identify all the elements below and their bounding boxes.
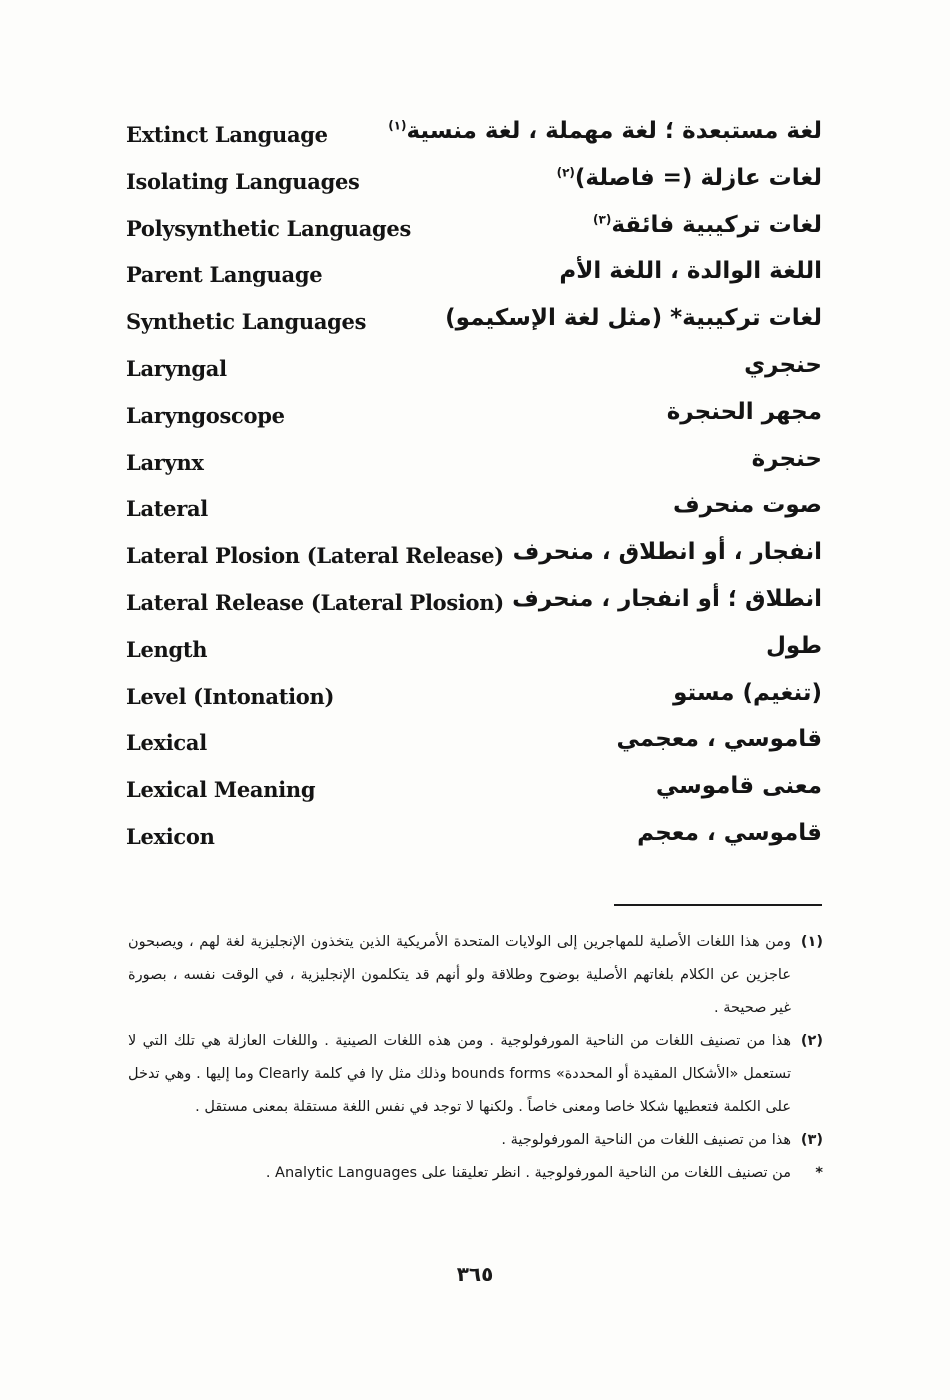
glossary-row bbox=[126, 118, 822, 165]
english-term: Extinct Language bbox=[126, 122, 328, 147]
arabic-term bbox=[744, 352, 822, 378]
english-term: Lateral Release (Lateral Plosion) bbox=[126, 589, 504, 615]
footnote bbox=[128, 1025, 823, 1124]
footnote-number: (٣) bbox=[800, 1132, 823, 1148]
english-term: Parent Language bbox=[126, 262, 323, 288]
english-term: Laryngoscope bbox=[126, 402, 285, 428]
footnote-text: من تصنيف اللغات من الناحية المورفولوجية . انظر تعليقنا على Analytic Languages . bbox=[265, 1165, 791, 1181]
footnote-reference: (٣) bbox=[593, 211, 612, 226]
english-term: Level (Intonation) bbox=[126, 683, 335, 709]
glossary-row bbox=[126, 352, 822, 399]
english-term: Lateral bbox=[126, 496, 208, 522]
arabic-term-text: طول bbox=[765, 632, 822, 659]
arabic-term-text: صوت منحرف bbox=[673, 492, 822, 519]
english-term: Lexical Meaning bbox=[126, 777, 316, 803]
glossary-row bbox=[126, 726, 822, 773]
arabic-term-text: لغات تركيبية* (مثل لغة الإسكيمو) bbox=[445, 305, 822, 332]
english-term: Lateral Plosion (Lateral Release) bbox=[126, 543, 504, 569]
page-number: ٣٦٥ bbox=[456, 1262, 494, 1286]
glossary-row bbox=[126, 820, 822, 867]
glossary-row bbox=[126, 258, 822, 305]
footnote bbox=[128, 1124, 823, 1157]
arabic-term bbox=[513, 539, 822, 565]
footnotes bbox=[128, 926, 823, 1190]
glossary-row bbox=[126, 539, 822, 586]
footnote bbox=[128, 1157, 823, 1190]
english-term: Lexical bbox=[126, 730, 207, 756]
arabic-term bbox=[637, 820, 822, 846]
footnote-reference: (١) bbox=[388, 118, 407, 133]
arabic-term bbox=[752, 446, 822, 472]
glossary-row bbox=[126, 165, 822, 212]
glossary-list bbox=[126, 118, 822, 867]
english-term: Isolating Languages bbox=[126, 168, 360, 194]
footnote-text: هذا من تصنيف اللغات من الناحية المورفولوجية . ومن هذه اللغات الصينية . واللغات العازلة هي تلك التي لا تستعمل «الأشكال المقيدة أو المحددة» bounds forms وذلك مثل ly في كلمة Clearly وما إليها . وهي تدخل على الكلمة فتعطيها شكلا خاصا ومعنى خاصاً . ولكنها لا توجد في نفس اللغة مستقلة بمعنى مستقل . bbox=[128, 1033, 791, 1115]
english-term: Polysynthetic Languages bbox=[126, 215, 411, 241]
arabic-term bbox=[667, 399, 822, 425]
english-term: Larynx bbox=[126, 449, 204, 475]
arabic-term bbox=[593, 212, 822, 238]
english-term: Synthetic Languages bbox=[126, 309, 367, 335]
arabic-term-text: اللغة الوالدة ، اللغة الأم bbox=[559, 258, 822, 285]
arabic-term bbox=[512, 586, 822, 612]
arabic-term bbox=[557, 165, 822, 191]
english-term: Lexicon bbox=[126, 823, 215, 849]
arabic-term bbox=[617, 726, 822, 752]
arabic-term-text: لغات عازلة (= فاصلة) bbox=[574, 164, 822, 191]
glossary-row bbox=[126, 492, 822, 539]
glossary-row bbox=[126, 633, 822, 680]
arabic-term-text: لغة مستبعدة ؛ لغة مهملة ، لغة منسية bbox=[406, 118, 822, 144]
arabic-term-text: حنجري bbox=[744, 351, 822, 378]
footnote-number: (١) bbox=[800, 934, 823, 950]
glossary-row bbox=[126, 212, 822, 259]
arabic-term bbox=[656, 773, 822, 799]
glossary-row bbox=[126, 305, 822, 352]
english-term: Laryngal bbox=[126, 355, 227, 381]
arabic-term-text: انطلاق ؛ أو انفجار ، منحرف bbox=[512, 585, 822, 612]
footnote-separator bbox=[614, 904, 822, 906]
arabic-term-text: مجهر الحنجرة bbox=[666, 398, 822, 425]
arabic-term-text: قاموسي ، معجمي bbox=[616, 726, 822, 753]
arabic-term bbox=[559, 258, 822, 284]
arabic-term-text: حنجرة bbox=[751, 445, 822, 472]
arabic-term-text: انفجار ، أو انطلاق ، منحرف bbox=[512, 539, 822, 566]
glossary-row bbox=[126, 446, 822, 493]
footnote-text: ومن هذا اللغات الأصلية للمهاجرين إلى الولايات المتحدة الأمريكية الذين يتخذون الإنجليزية لغة لهم ، ويصبحون عاجزين عن الكلام بلغاتهم الأصلية بوضوح وطلاقة ولو أنهم قد يتكلمون الإنجليزية ، في الوقت نفسه ، بصورة غير صحيحة . bbox=[128, 934, 791, 1016]
glossary-row bbox=[126, 399, 822, 446]
arabic-term-text: قاموسي ، معجم bbox=[637, 819, 822, 846]
footnote bbox=[128, 926, 823, 1025]
footnote-reference: (٢) bbox=[556, 165, 575, 180]
arabic-term-text: (تنغيم) مستو bbox=[673, 679, 822, 706]
glossary-row bbox=[126, 586, 822, 633]
arabic-term-text: معنى قاموسي bbox=[655, 773, 822, 800]
english-term: Length bbox=[126, 636, 208, 662]
arabic-term-text: لغات تركيبية فائقة bbox=[611, 211, 822, 238]
arabic-term bbox=[388, 118, 822, 144]
glossary-row bbox=[126, 773, 822, 820]
arabic-term bbox=[673, 492, 822, 518]
arabic-term bbox=[673, 680, 822, 706]
glossary-row bbox=[126, 680, 822, 727]
footnote-number: * bbox=[815, 1165, 823, 1181]
footnote-text: هذا من تصنيف اللغات من الناحية المورفولوجية . bbox=[501, 1132, 791, 1148]
arabic-term bbox=[445, 305, 822, 331]
footnote-number: (٢) bbox=[800, 1033, 823, 1049]
arabic-term bbox=[766, 633, 822, 659]
